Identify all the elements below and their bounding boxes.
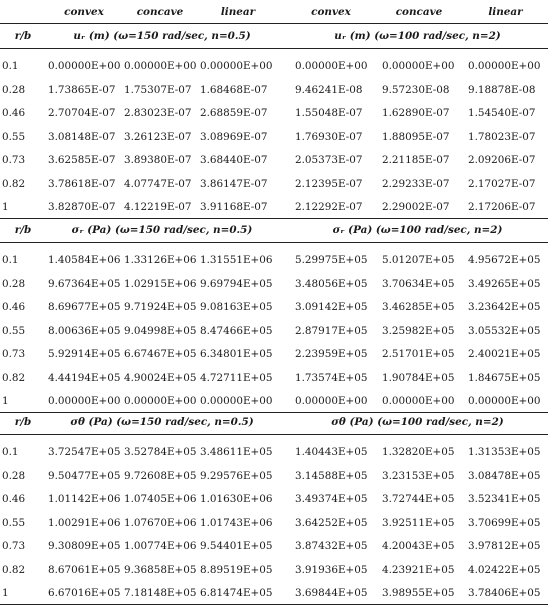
row-label: 0.55 [2,130,26,143]
table-cell: 2.68859E-07 [200,107,268,119]
table-cell: 3.70634E+05 [382,277,455,290]
table-cell: 3.08969E-07 [200,130,268,143]
table-cell: 0.00000E+00 [382,60,455,72]
section-title-row [0,24,548,48]
table-cell: 1.00774E+06 [124,540,197,552]
table-cell: 3.25982E+05 [382,324,455,337]
table-cell: 4.12219E-07 [124,201,192,213]
table-row [0,487,548,511]
table-row [0,366,548,390]
section-rule [0,434,548,435]
table-cell: 6.81474E+05 [200,587,273,599]
table-cell: 9.30809E+05 [48,540,121,552]
table-cell: 3.62585E-07 [48,154,116,166]
table-row [0,195,548,219]
row-label-header: r/b [14,224,32,236]
column-header-concave: concave [136,6,184,18]
table-cell: 2.29002E-07 [382,201,450,213]
table-cell: 6.67016E+05 [48,587,121,599]
row-label: 0.73 [2,540,26,552]
table-cell: 5.29975E+05 [295,254,368,266]
table-cell: 6.34801E+05 [200,348,273,360]
table-row [0,101,548,125]
section-title-right: σθ (Pa) (ω=100 rad/sec, n=2) [331,416,504,428]
table-cell: 2.70704E-07 [48,107,116,119]
table-cell: 3.91936E+05 [295,563,368,576]
table-cell: 1.84675E+05 [468,371,541,384]
row-label: 1 [2,395,9,407]
table-cell: 3.68440E-07 [200,154,268,166]
row-label: 0.55 [2,516,26,529]
table-cell: 3.82870E-07 [48,201,116,213]
section-end-rule [0,604,548,605]
table-cell: 0.00000E+00 [468,60,541,72]
table-cell: 9.04998E+05 [124,324,197,337]
table-cell: 3.23642E+05 [468,301,541,313]
row-label: 0.82 [2,177,26,190]
table-cell: 3.97812E+05 [468,540,541,552]
table-cell: 0.00000E+00 [295,395,368,407]
table-cell: 2.40021E+05 [468,348,541,360]
row-label: 0.73 [2,348,26,360]
row-label: 0.46 [2,493,26,505]
table-cell: 3.86147E-07 [200,177,268,190]
table-cell: 3.70699E+05 [468,516,541,529]
table-cell: 6.67467E+05 [124,348,197,360]
table-cell: 1.78023E-07 [468,130,536,143]
table-cell: 5.92914E+05 [48,348,121,360]
table-cell: 4.95672E+05 [468,254,541,266]
table-cell: 0.00000E+00 [200,60,273,72]
table-row [0,319,548,343]
table-cell: 4.44194E+05 [48,371,121,384]
table-cell: 3.78406E+05 [468,587,541,599]
row-label: 1 [2,587,9,599]
table-cell: 7.18148E+05 [124,587,197,599]
row-label: 0.73 [2,154,26,166]
table-cell: 0.00000E+00 [124,395,197,407]
row-label: 0.55 [2,324,26,337]
table-cell: 3.26123E-07 [124,130,192,143]
table-row [0,54,548,78]
table-cell: 1.73865E-07 [48,83,116,96]
section-rule [0,48,548,49]
section-title-left: σθ (Pa) (ω=150 rad/sec, n=0.5) [70,416,254,428]
table-cell: 9.72608E+05 [124,469,197,482]
table-cell: 1.07670E+06 [124,516,197,529]
table-cell: 0.00000E+00 [382,395,455,407]
table-cell: 1.55048E-07 [295,107,363,119]
table-cell: 3.09142E+05 [295,301,368,313]
table-cell: 1.33126E+06 [124,254,197,266]
table-cell: 2.29233E-07 [382,177,450,190]
row-label: 0.28 [2,469,26,482]
table-cell: 2.12292E-07 [295,201,363,213]
table-cell: 3.72744E+05 [382,493,455,505]
table-row [0,148,548,172]
column-header-convex: convex [64,6,104,18]
table-cell: 3.92511E+05 [382,516,455,529]
table-cell: 2.83023E-07 [124,107,192,119]
table-cell: 3.52784E+05 [124,446,197,458]
table-cell: 9.54401E+05 [200,540,273,552]
table-cell: 8.00636E+05 [48,324,121,337]
table-row [0,464,548,488]
table-cell: 1.68468E-07 [200,83,268,96]
table-cell: 3.05532E+05 [468,324,541,337]
table-cell: 3.46285E+05 [382,301,455,313]
row-label-header: r/b [14,30,32,42]
table-cell: 1.01630E+06 [200,493,273,505]
table-cell: 8.69677E+05 [48,301,121,313]
section-title-row [0,218,548,242]
row-label: 0.28 [2,277,26,290]
table-cell: 0.00000E+00 [48,60,121,72]
row-label: 0.1 [2,60,19,72]
table-cell: 3.72547E+05 [48,446,121,458]
column-header-convex: convex [311,6,351,18]
table-cell: 1.00291E+06 [48,516,121,529]
section-title-left: σᵣ (Pa) (ω=150 rad/sec, n=0.5) [71,224,253,236]
table-cell: 9.46241E-08 [295,83,363,96]
table-cell: 1.01743E+06 [200,516,273,529]
table-cell: 4.23921E+05 [382,563,455,576]
table-cell: 1.07405E+06 [124,493,197,505]
table-cell: 4.07747E-07 [124,177,192,190]
table-row [0,125,548,149]
table-cell: 9.08163E+05 [200,301,273,313]
table-cell: 9.50477E+05 [48,469,121,482]
table-cell: 1.32820E+05 [382,446,455,458]
table-cell: 1.75307E-07 [124,83,192,96]
table-cell: 2.51701E+05 [382,348,455,360]
table-cell: 9.71924E+05 [124,301,197,313]
table-cell: 3.98955E+05 [382,587,455,599]
table-row [0,248,548,272]
table-cell: 4.02422E+05 [468,563,541,576]
table-cell: 1.40584E+06 [48,254,121,266]
table-cell: 1.76930E-07 [295,130,363,143]
column-header-linear: linear [220,6,256,18]
table-cell: 8.47466E+05 [200,324,273,337]
table-cell: 1.01142E+06 [48,493,121,505]
table-row [0,511,548,535]
table-cell: 0.00000E+00 [200,395,273,407]
table-row [0,581,548,605]
table-row [0,78,548,102]
table-cell: 9.69794E+05 [200,277,273,290]
section-title-left: uᵣ (m) (ω=150 rad/sec, n=0.5) [73,30,251,42]
table-cell: 4.72711E+05 [200,371,273,384]
table-cell: 3.23153E+05 [382,469,455,482]
table-row [0,440,548,464]
table-cell: 9.36858E+05 [124,563,197,576]
row-label: 1 [2,201,9,213]
row-label: 0.46 [2,301,26,313]
table-cell: 1.54540E-07 [468,107,536,119]
table-cell: 2.21185E-07 [382,154,450,166]
table-cell: 3.49265E+05 [468,277,541,290]
table-cell: 1.90784E+05 [382,371,455,384]
table-row [0,295,548,319]
table-cell: 0.00000E+00 [124,60,197,72]
table-cell: 0.00000E+00 [295,60,368,72]
table-cell: 3.08478E+05 [468,469,541,482]
table-cell: 1.62890E-07 [382,107,450,119]
section-title-right: uᵣ (m) (ω=100 rad/sec, n=2) [334,30,501,42]
table-cell: 9.29576E+05 [200,469,273,482]
table-cell: 8.67061E+05 [48,563,121,576]
table-cell: 3.69844E+05 [295,587,368,599]
table-cell: 3.48611E+05 [200,446,273,458]
table-cell: 2.05373E-07 [295,154,363,166]
table-cell: 3.49374E+05 [295,493,368,505]
table-cell: 2.12395E-07 [295,177,363,190]
table-cell: 1.40443E+05 [295,446,368,458]
row-label: 0.82 [2,563,26,576]
table-cell: 1.02915E+06 [124,277,197,290]
table-cell: 3.89380E-07 [124,154,192,166]
column-header-row [0,0,548,24]
row-label: 0.46 [2,107,26,119]
table-cell: 3.64252E+05 [295,516,368,529]
table-row [0,272,548,296]
table-row [0,342,548,366]
table-row [0,558,548,582]
table-cell: 8.89519E+05 [200,563,273,576]
section-title-right: σᵣ (Pa) (ω=100 rad/sec, n=2) [332,224,503,236]
row-label-header: r/b [14,416,32,428]
section-title-row [0,410,548,434]
table-cell: 1.31353E+05 [468,446,541,458]
table-cell: 9.18878E-08 [468,83,536,96]
table-cell: 2.17206E-07 [468,201,536,213]
row-label: 0.1 [2,446,19,458]
table-row [0,172,548,196]
table-cell: 5.01207E+05 [382,254,455,266]
table-cell: 2.09206E-07 [468,154,536,166]
table-cell: 1.73574E+05 [295,371,368,384]
table-cell: 4.90024E+05 [124,371,197,384]
table-cell: 1.88095E-07 [382,130,450,143]
table-cell: 3.48056E+05 [295,277,368,290]
table-cell: 0.00000E+00 [48,395,121,407]
column-header-linear: linear [488,6,523,18]
table-row [0,534,548,558]
table-cell: 3.52341E+05 [468,493,541,505]
table-cell: 3.91168E-07 [200,201,268,213]
table-cell: 3.14588E+05 [295,469,368,482]
row-label: 0.28 [2,83,26,96]
table-cell: 1.31551E+06 [200,254,273,266]
table-cell: 2.87917E+05 [295,324,368,337]
table-cell: 3.87432E+05 [295,540,368,552]
table-cell: 4.20043E+05 [382,540,455,552]
table-cell: 2.23959E+05 [295,348,368,360]
row-label: 0.82 [2,371,26,384]
section-rule [0,242,548,243]
row-label: 0.1 [2,254,19,266]
table-cell: 2.17027E-07 [468,177,536,190]
column-header-concave: concave [395,6,443,18]
table-cell: 9.57230E-08 [382,83,450,96]
table-cell: 0.00000E+00 [468,395,541,407]
table-cell: 9.67364E+05 [48,277,121,290]
table-cell: 3.78618E-07 [48,177,116,190]
table-cell: 3.08148E-07 [48,130,116,143]
